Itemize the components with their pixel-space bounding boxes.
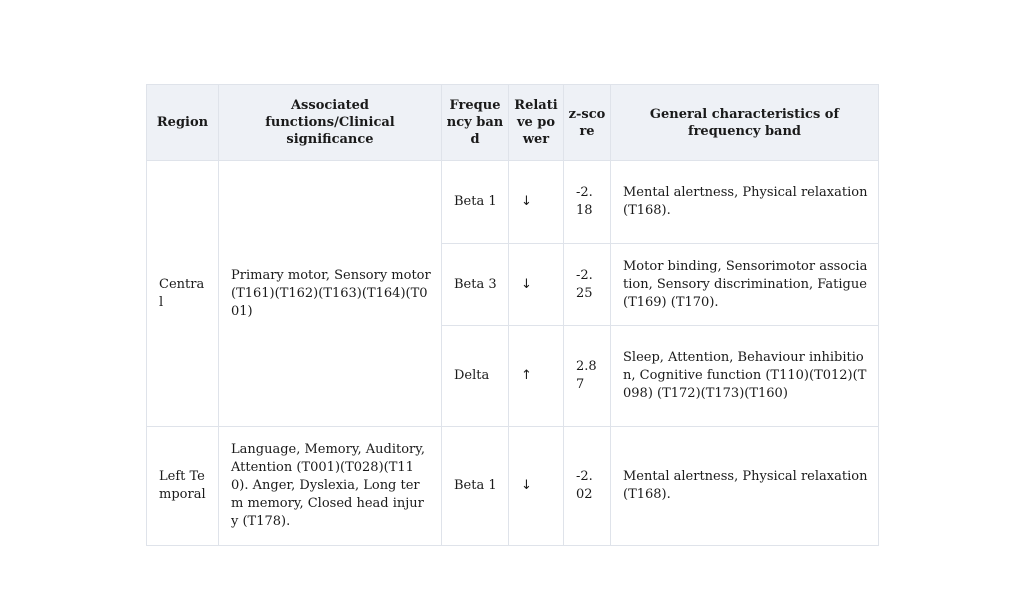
- characteristics-cell: Mental alertness, Physical relaxation (T168).: [611, 161, 879, 244]
- zscore-cell: 2.87: [564, 326, 611, 427]
- functions-cell: Language, Memory, Auditory, Attention (T001)(T028)(T110). Anger, Dyslexia, Long term memory, Closed head injury (T178).: [219, 427, 442, 546]
- header-z-score: z-score: [564, 85, 611, 161]
- table-row: [147, 161, 879, 244]
- down-arrow-icon: ↓: [509, 427, 564, 546]
- up-arrow-icon: ↑: [509, 326, 564, 427]
- functions-cell: Primary motor, Sensory motor (T161)(T162)(T163)(T164)(T001): [219, 161, 442, 427]
- table-row: [147, 427, 879, 546]
- header-frequency-band: Frequency band: [442, 85, 509, 161]
- zscore-cell: -2.18: [564, 161, 611, 244]
- down-arrow-icon: ↓: [509, 161, 564, 244]
- header-characteristics: General characteristics of frequency band: [611, 85, 879, 161]
- region-cell: Central: [147, 161, 219, 427]
- header-relative-power: Relative power: [509, 85, 564, 161]
- eeg-region-table: [146, 84, 879, 546]
- band-cell: Beta 1: [442, 161, 509, 244]
- band-cell: Beta 3: [442, 244, 509, 326]
- characteristics-cell: Mental alertness, Physical relaxation (T168).: [611, 427, 879, 546]
- down-arrow-icon: ↓: [509, 244, 564, 326]
- header-row: [147, 85, 879, 161]
- header-region: Region: [147, 85, 219, 161]
- characteristics-cell: Sleep, Attention, Behaviour inhibition, Cognitive function (T110)(T012)(T098) (T172)(T173)(T160): [611, 326, 879, 427]
- band-cell: Beta 1: [442, 427, 509, 546]
- zscore-cell: -2.25: [564, 244, 611, 326]
- characteristics-cell: Motor binding, Sensorimotor association, Sensory discrimination, Fatigue (T169) (T170).: [611, 244, 879, 326]
- zscore-cell: -2.02: [564, 427, 611, 546]
- header-functions: Associated functions/Clinical significance: [219, 85, 442, 161]
- band-cell: Delta: [442, 326, 509, 427]
- region-cell: Left Temporal: [147, 427, 219, 546]
